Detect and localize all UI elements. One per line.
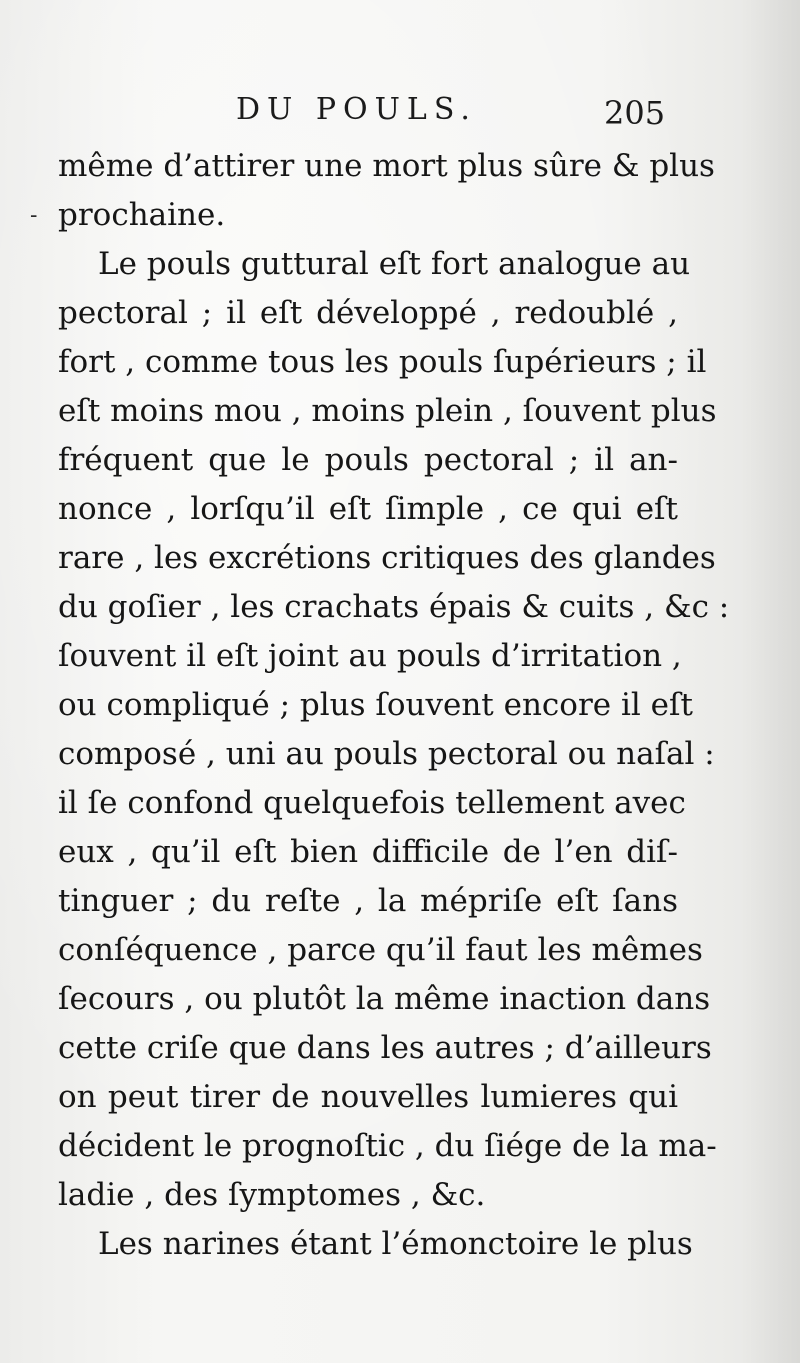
- text-line: ſecours , ou plutôt la même inaction dans: [58, 981, 711, 1017]
- text-line: du goſier , les crachats épais & cuits , &c :: [58, 589, 730, 625]
- page-edge-shadow: [740, 0, 800, 1363]
- text-line: ſouvent il eſt joint au pouls d’irritation ,: [58, 638, 682, 674]
- text-line: pectoral ; il eſt développé , redoublé ,: [58, 295, 678, 331]
- text-line: nonce , lorſqu’il eſt ſimple , ce qui eſt: [58, 491, 678, 527]
- text-line: ou compliqué ; plus ſouvent encore il eſt: [58, 687, 693, 723]
- text-line: eux , qu’il eſt bien difficile de l’en diſ-: [58, 834, 678, 870]
- running-title: DU POULS.: [236, 92, 477, 127]
- paragraph-start-line: Le pouls guttural eſt fort analogue au: [98, 246, 691, 282]
- text-line: décident le prognoſtic , du ſiége de la ma-: [58, 1128, 717, 1164]
- text-line: fréquent que le pouls pectoral ; il an-: [58, 442, 678, 478]
- text-line: fort , comme tous les pouls ſupérieurs ; il: [58, 344, 707, 380]
- page-number: 205: [604, 94, 666, 132]
- text-line: eſt moins mou , moins plein , ſouvent plus: [58, 393, 717, 429]
- text-line: cette criſe que dans les autres ; d’ailleurs: [58, 1030, 712, 1066]
- margin-dash: -: [30, 203, 38, 228]
- text-line: il ſe confond quelquefois tellement avec: [58, 785, 686, 821]
- text-line: même d’attirer une mort plus sûre & plus: [58, 148, 715, 184]
- paragraph-start-line: Les narines étant l’émonctoire le plus: [98, 1226, 693, 1262]
- text-line: on peut tirer de nouvelles lumieres qui: [58, 1079, 678, 1115]
- text-line: prochaine.: [58, 197, 226, 233]
- text-line: conſéquence , parce qu’il faut les mêmes: [58, 932, 703, 968]
- text-line: rare , les excrétions critiques des glandes: [58, 540, 716, 576]
- body-text: [58, 142, 730, 1269]
- text-line: tinguer ; du reſte , la mépriſe eſt ſans: [58, 883, 678, 919]
- text-line: ladie , des ſymptomes , &c.: [58, 1177, 486, 1213]
- text-line: composé , uni au pouls pectoral ou naſal :: [58, 736, 715, 772]
